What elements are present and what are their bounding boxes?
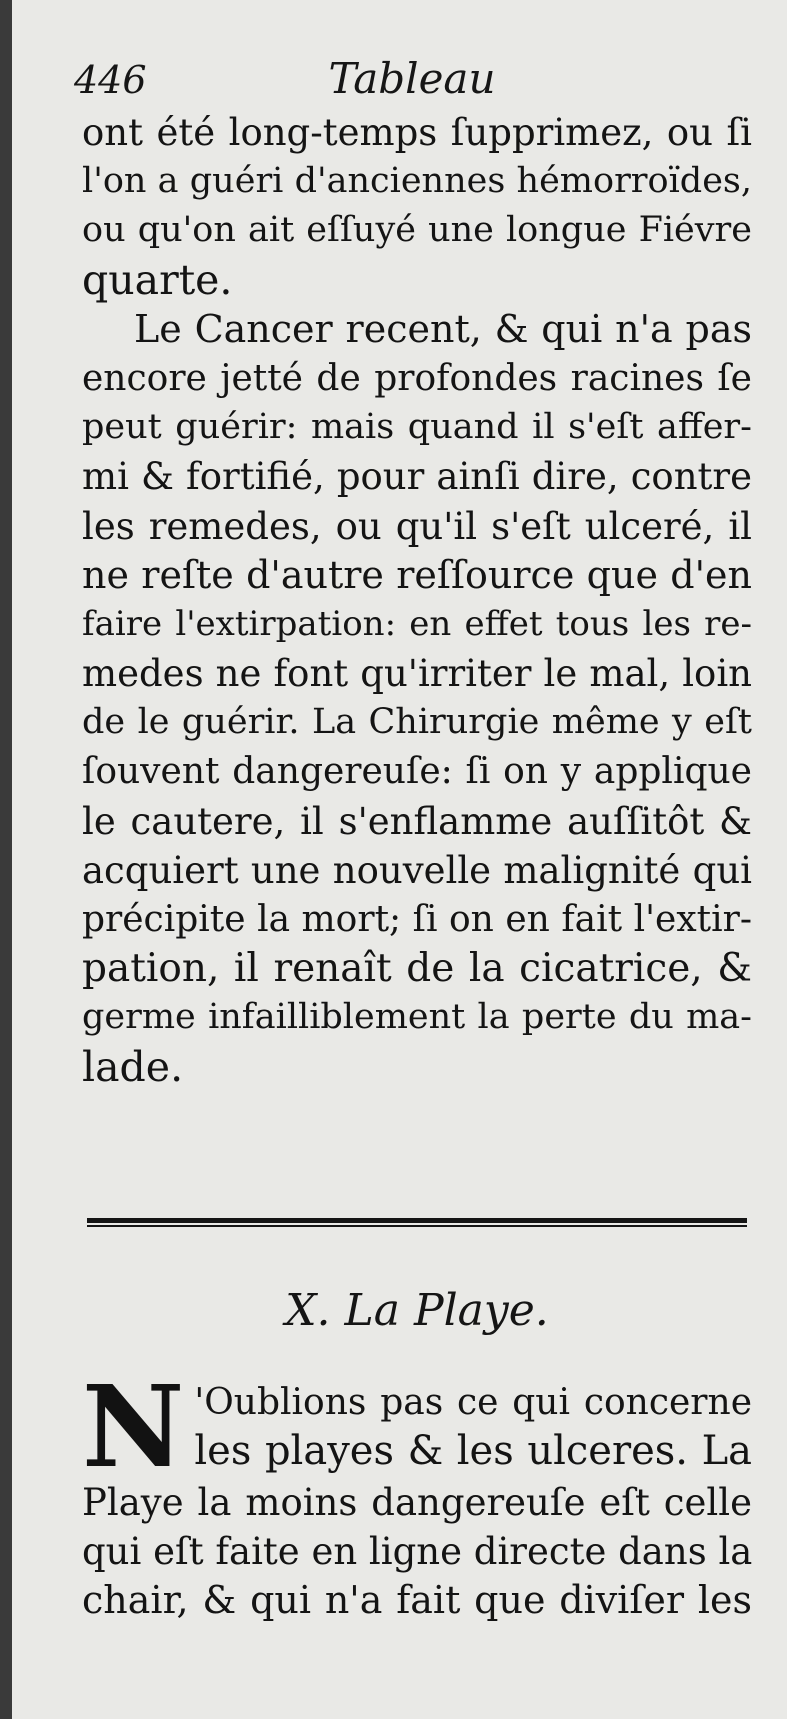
- section-heading: X. La Playe.: [285, 1285, 549, 1336]
- paragraph-first-line: Le Cancer recent, & qui n'a pas: [134, 306, 752, 351]
- text-line: de le guérir. La Chirurgie même y eſt: [82, 702, 752, 743]
- text-line: qui eſt faite en ligne directe dans la: [82, 1530, 753, 1574]
- text-line: 'Oublions pas ce qui concerne: [194, 1382, 752, 1423]
- text-line: pation, il renaît de la cicatrice, &: [82, 946, 752, 992]
- page-header: [62, 48, 762, 108]
- text-line: germe infailliblement la perte du ma-: [82, 997, 752, 1038]
- page-number: 446: [74, 58, 147, 102]
- text-line: peut guérir: mais quand il s'eſt affer-: [82, 407, 752, 448]
- running-title: Tableau: [328, 54, 496, 103]
- text-line: les remedes, ou qu'il s'eſt ulceré, il: [82, 504, 752, 548]
- text-line: lade.: [82, 1042, 184, 1091]
- divider-thin-rule: [87, 1225, 747, 1227]
- text-line: encore jetté de profondes racines ſe: [82, 357, 752, 399]
- text-line: acquiert une nouvelle malignité qui: [82, 848, 752, 892]
- body-text-top: [82, 108, 752, 1092]
- text-line: l'on a guéri d'anciennes hémorroïdes,: [82, 161, 752, 202]
- text-line: ont été long-temps ſupprimez, ou ſi: [82, 111, 752, 154]
- text-line: quarte.: [82, 255, 233, 304]
- section-divider: [87, 1218, 747, 1226]
- divider-thick-rule: [87, 1218, 747, 1223]
- body-text-bottom: [82, 1362, 753, 1626]
- text-line: medes ne font qu'irriter le mal, loin: [82, 652, 752, 696]
- drop-cap: N: [82, 1362, 185, 1493]
- paper: [12, 0, 787, 1719]
- text-line: les playes & les ulceres. La: [194, 1428, 752, 1475]
- text-line: précipite la mort; ſi on en fait l'extir-: [82, 899, 752, 940]
- page-margin-right: [787, 0, 800, 1719]
- text-line: ou qu'on ait eſſuyé une longue Fiévre: [82, 210, 752, 251]
- text-line: ſouvent dangereuſe: ſi on y applique: [82, 751, 752, 793]
- text-line: le cautere, il s'enflamme auſſitôt &: [82, 799, 752, 843]
- text-line: mi & fortifié, pour ainſi dire, contre: [82, 455, 752, 499]
- text-line: faire l'extirpation: en effet tous les re-: [82, 603, 752, 644]
- text-line: ne reſte d'autre reſſource que d'en: [82, 552, 752, 597]
- text-line: chair, & qui n'a fait que diviſer les: [82, 1578, 752, 1623]
- text-line: Playe la moins dangereuſe eſt celle: [82, 1481, 752, 1524]
